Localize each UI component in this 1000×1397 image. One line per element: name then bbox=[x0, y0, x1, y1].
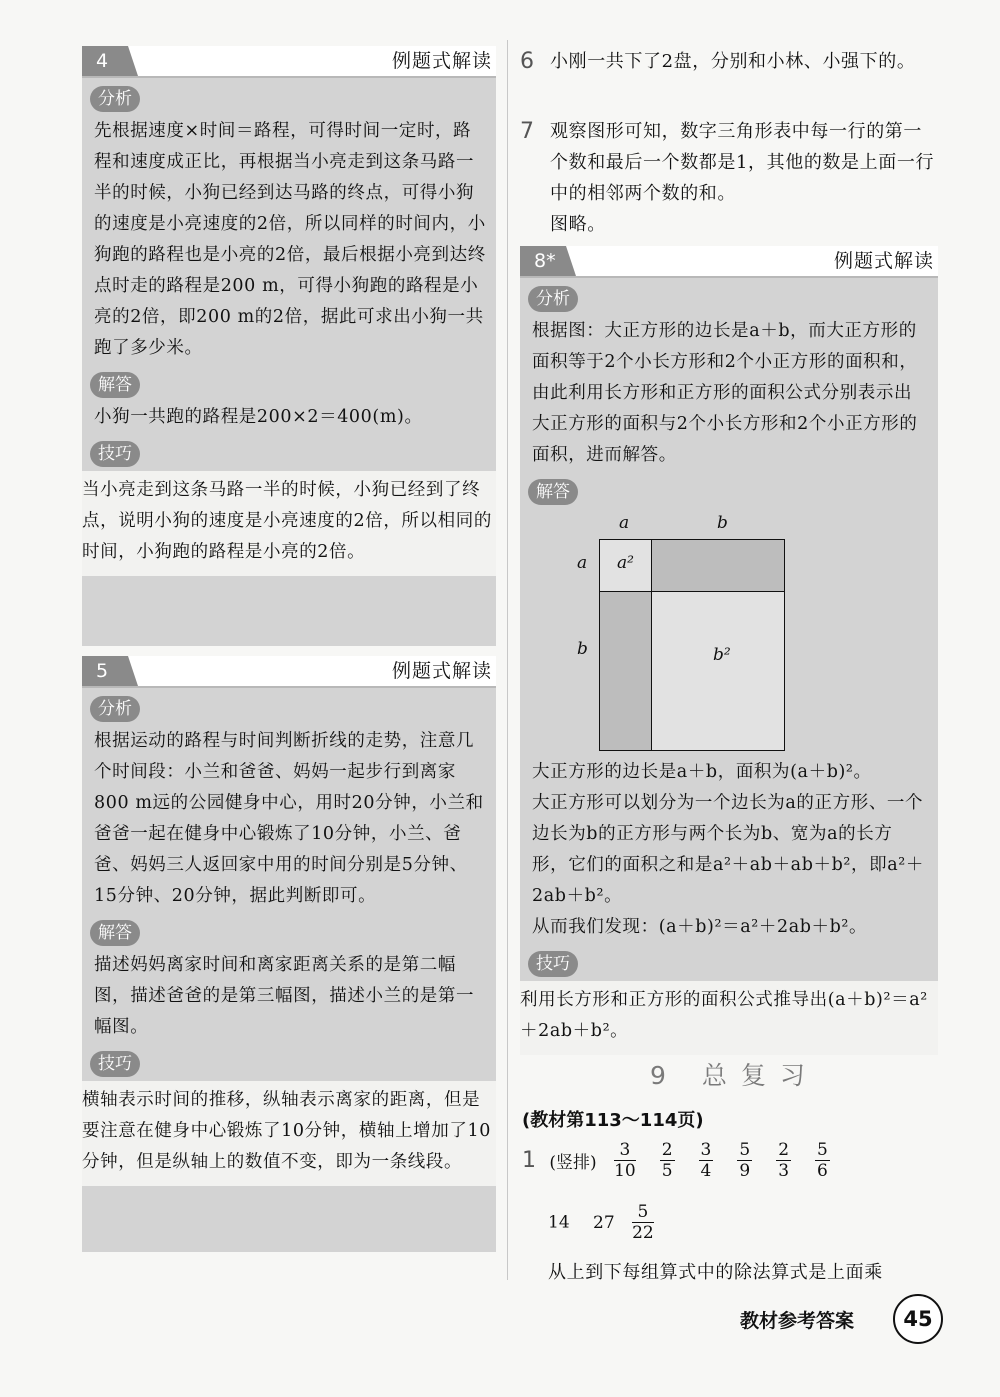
review-row-2 bbox=[548, 1202, 666, 1243]
denominator: 5 bbox=[661, 1161, 673, 1181]
cell-label-a2: a² bbox=[617, 553, 634, 573]
answer-text: 小狗一共跑的路程是200×2＝400(m)。 bbox=[94, 407, 423, 427]
value-14: 14 bbox=[548, 1212, 570, 1233]
numerator: 5 bbox=[817, 1140, 828, 1160]
card-number: 8* bbox=[520, 246, 566, 276]
question-number: 1 bbox=[522, 1148, 536, 1173]
review-last-line: 从上到下每组算式中的除法算式是上面乘 bbox=[548, 1262, 883, 1283]
section-label: 例题式解读 bbox=[391, 660, 492, 682]
denominator: 3 bbox=[778, 1161, 790, 1181]
analysis-text: 根据图：大正方形的边长是a＋b，而大正方形的面积等于2个小长方形和2个小正方形的面积和，由此利用长方形和正方形的面积公式分别表示出大正方形的面积与2个小长方形和2个小正方形的面积，进而解答。 bbox=[532, 321, 918, 465]
left-label-b: b bbox=[577, 639, 588, 659]
numerator: 5 bbox=[739, 1140, 751, 1160]
denominator: 9 bbox=[739, 1161, 751, 1181]
card-header bbox=[82, 656, 496, 688]
numerator: 2 bbox=[661, 1140, 673, 1160]
left-label-a: a bbox=[577, 553, 588, 573]
fraction bbox=[699, 1140, 714, 1181]
numerator: 3 bbox=[700, 1140, 712, 1160]
denominator: 6 bbox=[817, 1161, 828, 1181]
tip-tag: 技巧 bbox=[90, 1051, 140, 1077]
card-number: 5 bbox=[82, 656, 128, 686]
card-number: 4 bbox=[82, 46, 128, 76]
question-extra: 图略。 bbox=[550, 214, 606, 235]
answer-tag: 解答 bbox=[90, 372, 140, 398]
square-diagram bbox=[577, 513, 859, 751]
footer-label: 教材参考答案 bbox=[740, 1310, 855, 1332]
question-text: 观察图形可知，数字三角形表中每一行的第一个数和最后一个数都是1，其他的数是上面一行中的相邻两个数的和。 bbox=[550, 121, 935, 204]
tip-tag: 技巧 bbox=[90, 441, 140, 467]
square-b2 bbox=[651, 591, 785, 751]
fraction bbox=[660, 1140, 675, 1181]
question-number: 6 bbox=[520, 49, 535, 74]
question-6 bbox=[520, 46, 940, 77]
analysis-tag: 分析 bbox=[90, 696, 140, 722]
page-number: 45 bbox=[893, 1294, 943, 1344]
analysis-text: 先根据速度×时间＝路程，可得时间一定时，路程和速度成正比，再根据当小亮走到这条马路一半的时候，小狗已经到达马路的终点，可得小狗的速度是小亮速度的2倍，所以同样的时间内，小狗跑的路程也是小亮的2倍，最后根据小亮到达终点时走的路程是200 m，可得小狗跑的路程是小亮的2倍，即200 m的2倍，据此可求出小狗一共跑了多少米。 bbox=[94, 121, 486, 358]
tip-text: 当小亮走到这条马路一半的时候，小狗已经到了终点，说明小狗的速度是小亮速度的2倍，所以相同的时间，小狗跑的路程是小亮的2倍。 bbox=[82, 471, 496, 576]
textbook-pages: (教材第113～114页) bbox=[522, 1110, 704, 1131]
answer-line-1: 大正方形的边长是a＋b，面积为(a＋b)²。 bbox=[532, 762, 872, 782]
top-label-b: b bbox=[717, 513, 728, 533]
value-27: 27 bbox=[593, 1212, 615, 1233]
question-7 bbox=[520, 116, 940, 240]
analysis-tag: 分析 bbox=[528, 286, 578, 312]
section-label: 例题式解读 bbox=[833, 250, 934, 272]
fraction bbox=[776, 1140, 791, 1181]
numerator: 3 bbox=[614, 1140, 636, 1161]
cell-label-b2: b² bbox=[713, 645, 731, 665]
q1-prefix: (竖排) bbox=[549, 1153, 597, 1173]
answer-tag: 解答 bbox=[528, 479, 578, 505]
fraction bbox=[632, 1202, 654, 1243]
rect-top bbox=[651, 539, 785, 593]
analysis-text: 根据运动的路程与时间判断折线的走势，注意几个时间段：小兰和爸爸、妈妈一起步行到离家800 m远的公园健身中心，用时20分钟，小兰和爸爸一起在健身中心锻炼了10分钟，小兰、爸爸、妈妈三人返回家中用的时间分别是5分钟、15分钟、20分钟，据此判断即可。 bbox=[94, 731, 484, 906]
review-title: 9 总复习 bbox=[650, 1061, 819, 1090]
answer-tag: 解答 bbox=[90, 920, 140, 946]
fraction bbox=[614, 1140, 636, 1181]
rect-left bbox=[599, 591, 653, 751]
tip-text: 利用长方形和正方形的面积公式推导出(a＋b)²＝a²＋2ab＋b²。 bbox=[520, 981, 938, 1055]
tip-tag: 技巧 bbox=[528, 951, 578, 977]
answer-line-3: 从而我们发现：(a＋b)²＝a²＋2ab＋b²。 bbox=[532, 917, 868, 937]
column-divider bbox=[507, 40, 508, 1280]
fraction bbox=[737, 1140, 752, 1181]
question-text: 小刚一共下了2盘，分别和小林、小强下的。 bbox=[550, 51, 916, 72]
card-5 bbox=[82, 656, 496, 1252]
card-header bbox=[82, 46, 496, 78]
review-q1 bbox=[522, 1140, 942, 1181]
numerator: 2 bbox=[778, 1140, 790, 1160]
denominator: 4 bbox=[700, 1161, 712, 1181]
answer-text: 描述妈妈离家时间和离家距离关系的是第二幅图，描述爸爸的是第三幅图，描述小兰的是第一幅图。 bbox=[94, 955, 475, 1037]
card-4 bbox=[82, 46, 496, 646]
fraction-row bbox=[602, 1140, 842, 1181]
analysis-tag: 分析 bbox=[90, 86, 140, 112]
denominator: 10 bbox=[614, 1161, 636, 1181]
denominator: 22 bbox=[632, 1223, 654, 1243]
question-number: 7 bbox=[520, 119, 535, 144]
numerator: 5 bbox=[632, 1202, 654, 1223]
tip-text: 横轴表示时间的推移，纵轴表示离家的距离，但是要注意在健身中心锻炼了10分钟，横轴上增加了10分钟，但是纵轴上的数值不变，即为一条线段。 bbox=[82, 1081, 496, 1186]
card-header bbox=[520, 246, 938, 278]
card-8 bbox=[520, 246, 938, 1041]
top-label-a: a bbox=[619, 513, 630, 533]
fraction bbox=[815, 1140, 830, 1181]
answer-line-2: 大正方形可以划分为一个边长为a的正方形、一个边长为b的正方形与两个长为b、宽为a的长方形，它们的面积之和是a²＋ab＋ab＋b²，即a²＋2ab＋b²。 bbox=[532, 793, 924, 906]
section-label: 例题式解读 bbox=[391, 50, 492, 72]
